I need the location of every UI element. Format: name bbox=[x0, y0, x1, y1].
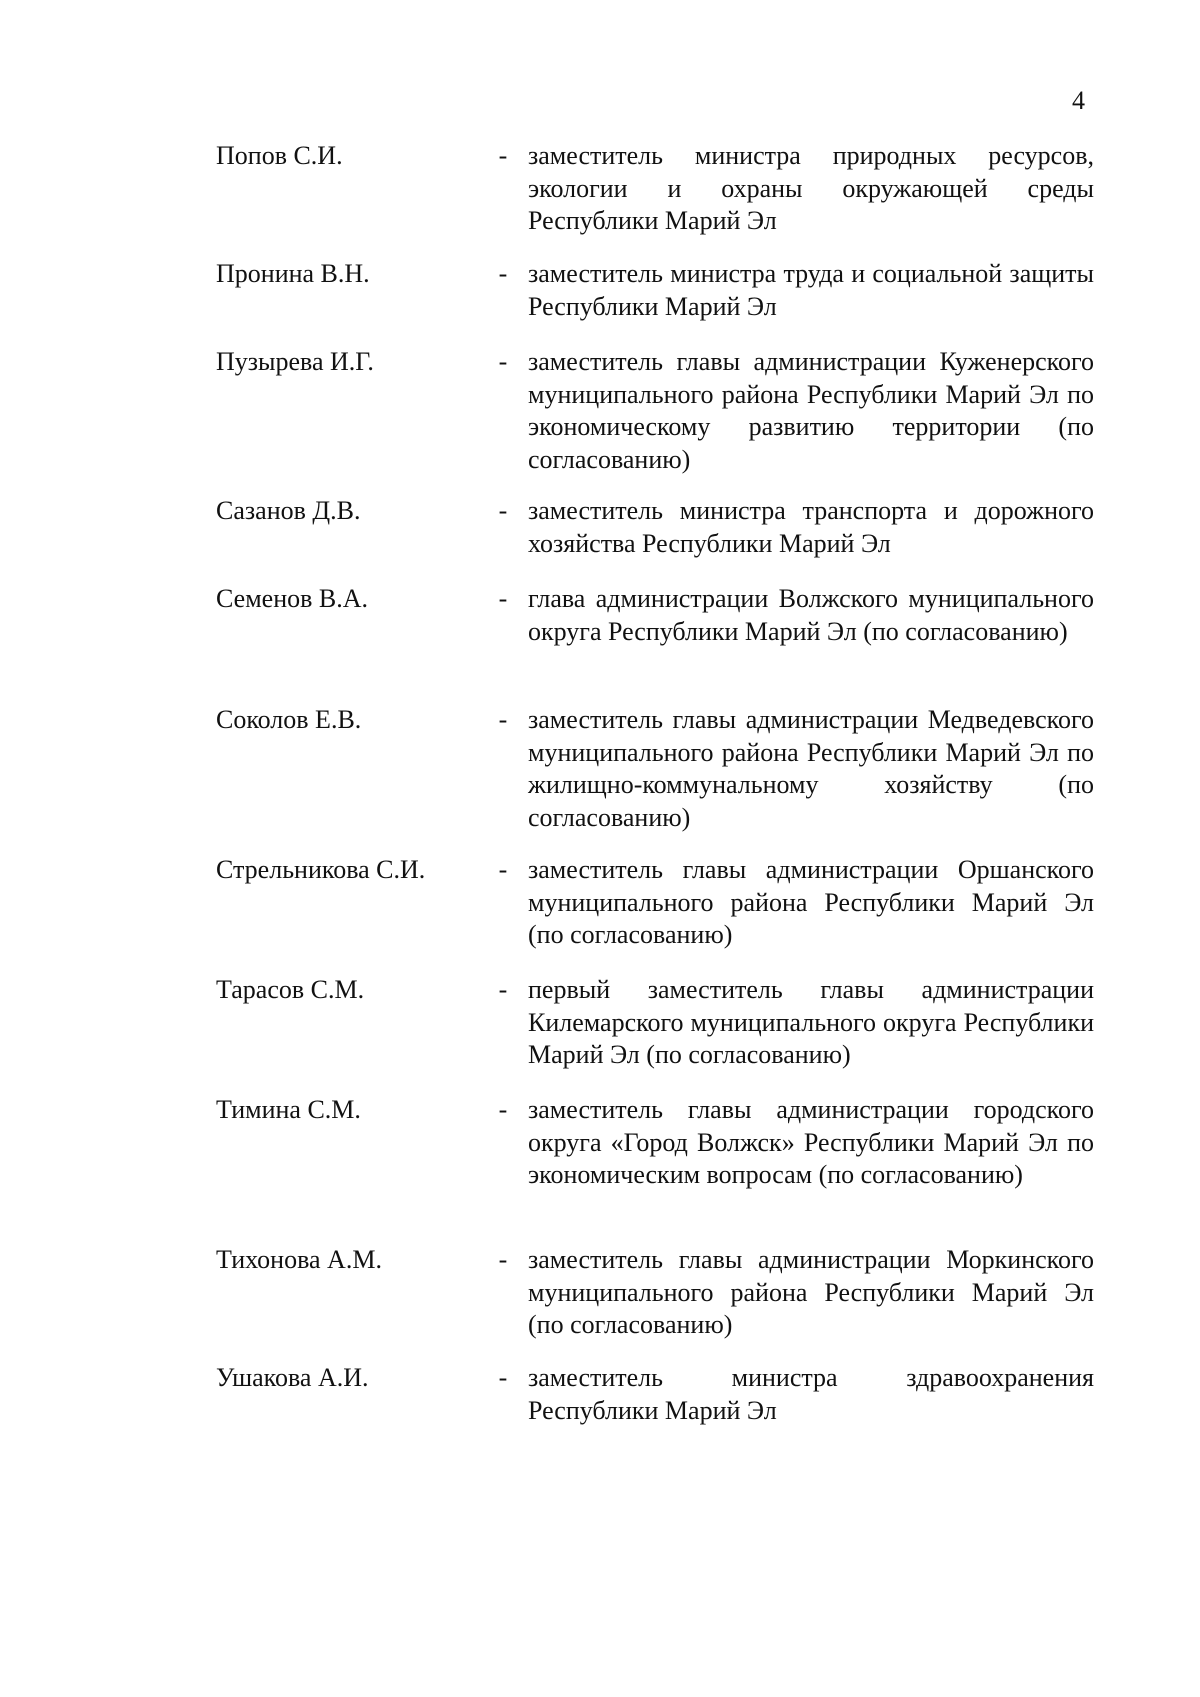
separator-dash: - bbox=[498, 496, 508, 525]
list-item bbox=[216, 974, 1096, 1094]
list-item bbox=[216, 854, 1096, 974]
member-name: Тарасов С.М. bbox=[216, 975, 365, 1004]
separator-dash: - bbox=[498, 1095, 508, 1124]
list-item bbox=[216, 1094, 1096, 1244]
member-name: Семенов В.А. bbox=[216, 584, 369, 613]
member-name: Соколов Е.В. bbox=[216, 705, 362, 734]
member-name: Пузырева И.Г. bbox=[216, 347, 374, 376]
member-role: заместитель министра природных ресурсов, экологии и охраны окружающей среды Республики Марий Эл bbox=[528, 141, 1094, 235]
member-role: заместитель министра транспорта и дорожного хозяйства Республики Марий Эл bbox=[528, 496, 1094, 558]
member-name: Стрельникова С.И. bbox=[216, 855, 426, 884]
member-role: заместитель главы администрации Оршанского муниципального района Республики Марий Эл (по согласованию) bbox=[528, 855, 1094, 949]
member-role: первый заместитель главы администрации Килемарского муниципального округа Республики Марий Эл (по согласованию) bbox=[528, 975, 1094, 1069]
member-role: заместитель главы администрации городского округа «Город Волжск» Республики Марий Эл по экономическим вопросам (по согласованию) bbox=[528, 1095, 1094, 1189]
member-name: Ушакова А.И. bbox=[216, 1363, 369, 1392]
page-number: 4 bbox=[1072, 86, 1085, 115]
member-role: заместитель главы администрации Куженерского муниципального района Республики Марий Эл по экономическому развитию территории (по согласованию) bbox=[528, 347, 1094, 474]
member-role: заместитель министра труда и социальной защиты Республики Марий Эл bbox=[528, 259, 1094, 321]
separator-dash: - bbox=[498, 1245, 508, 1274]
separator-dash: - bbox=[498, 259, 508, 288]
member-name: Тихонова А.М. bbox=[216, 1245, 382, 1274]
list-item bbox=[216, 258, 1096, 346]
list-item bbox=[216, 495, 1096, 583]
list-item bbox=[216, 346, 1096, 495]
separator-dash: - bbox=[498, 855, 508, 884]
member-name: Попов С.И. bbox=[216, 141, 343, 170]
member-role: заместитель главы администрации Моркинского муниципального района Республики Марий Эл (по согласованию) bbox=[528, 1245, 1094, 1339]
list-item bbox=[216, 583, 1096, 704]
separator-dash: - bbox=[498, 975, 508, 1004]
list-item bbox=[216, 140, 1096, 258]
separator-dash: - bbox=[498, 347, 508, 376]
member-role: заместитель министра здравоохранения Республики Марий Эл bbox=[528, 1363, 1094, 1425]
member-role: глава администрации Волжского муниципального округа Республики Марий Эл (по согласованию) bbox=[528, 584, 1094, 646]
separator-dash: - bbox=[498, 141, 508, 170]
separator-dash: - bbox=[498, 1363, 508, 1392]
separator-dash: - bbox=[498, 705, 508, 734]
member-role: заместитель главы администрации Медведевского муниципального района Республики Марий Эл по жилищно-коммунальному хозяйству (по согласованию) bbox=[528, 705, 1094, 832]
list-item bbox=[216, 1362, 1096, 1452]
member-name: Пронина В.Н. bbox=[216, 259, 370, 288]
member-name: Тимина С.М. bbox=[216, 1095, 361, 1124]
member-list bbox=[216, 140, 1096, 1452]
separator-dash: - bbox=[498, 584, 508, 613]
list-item bbox=[216, 1244, 1096, 1362]
member-name: Сазанов Д.В. bbox=[216, 496, 361, 525]
list-item bbox=[216, 704, 1096, 854]
